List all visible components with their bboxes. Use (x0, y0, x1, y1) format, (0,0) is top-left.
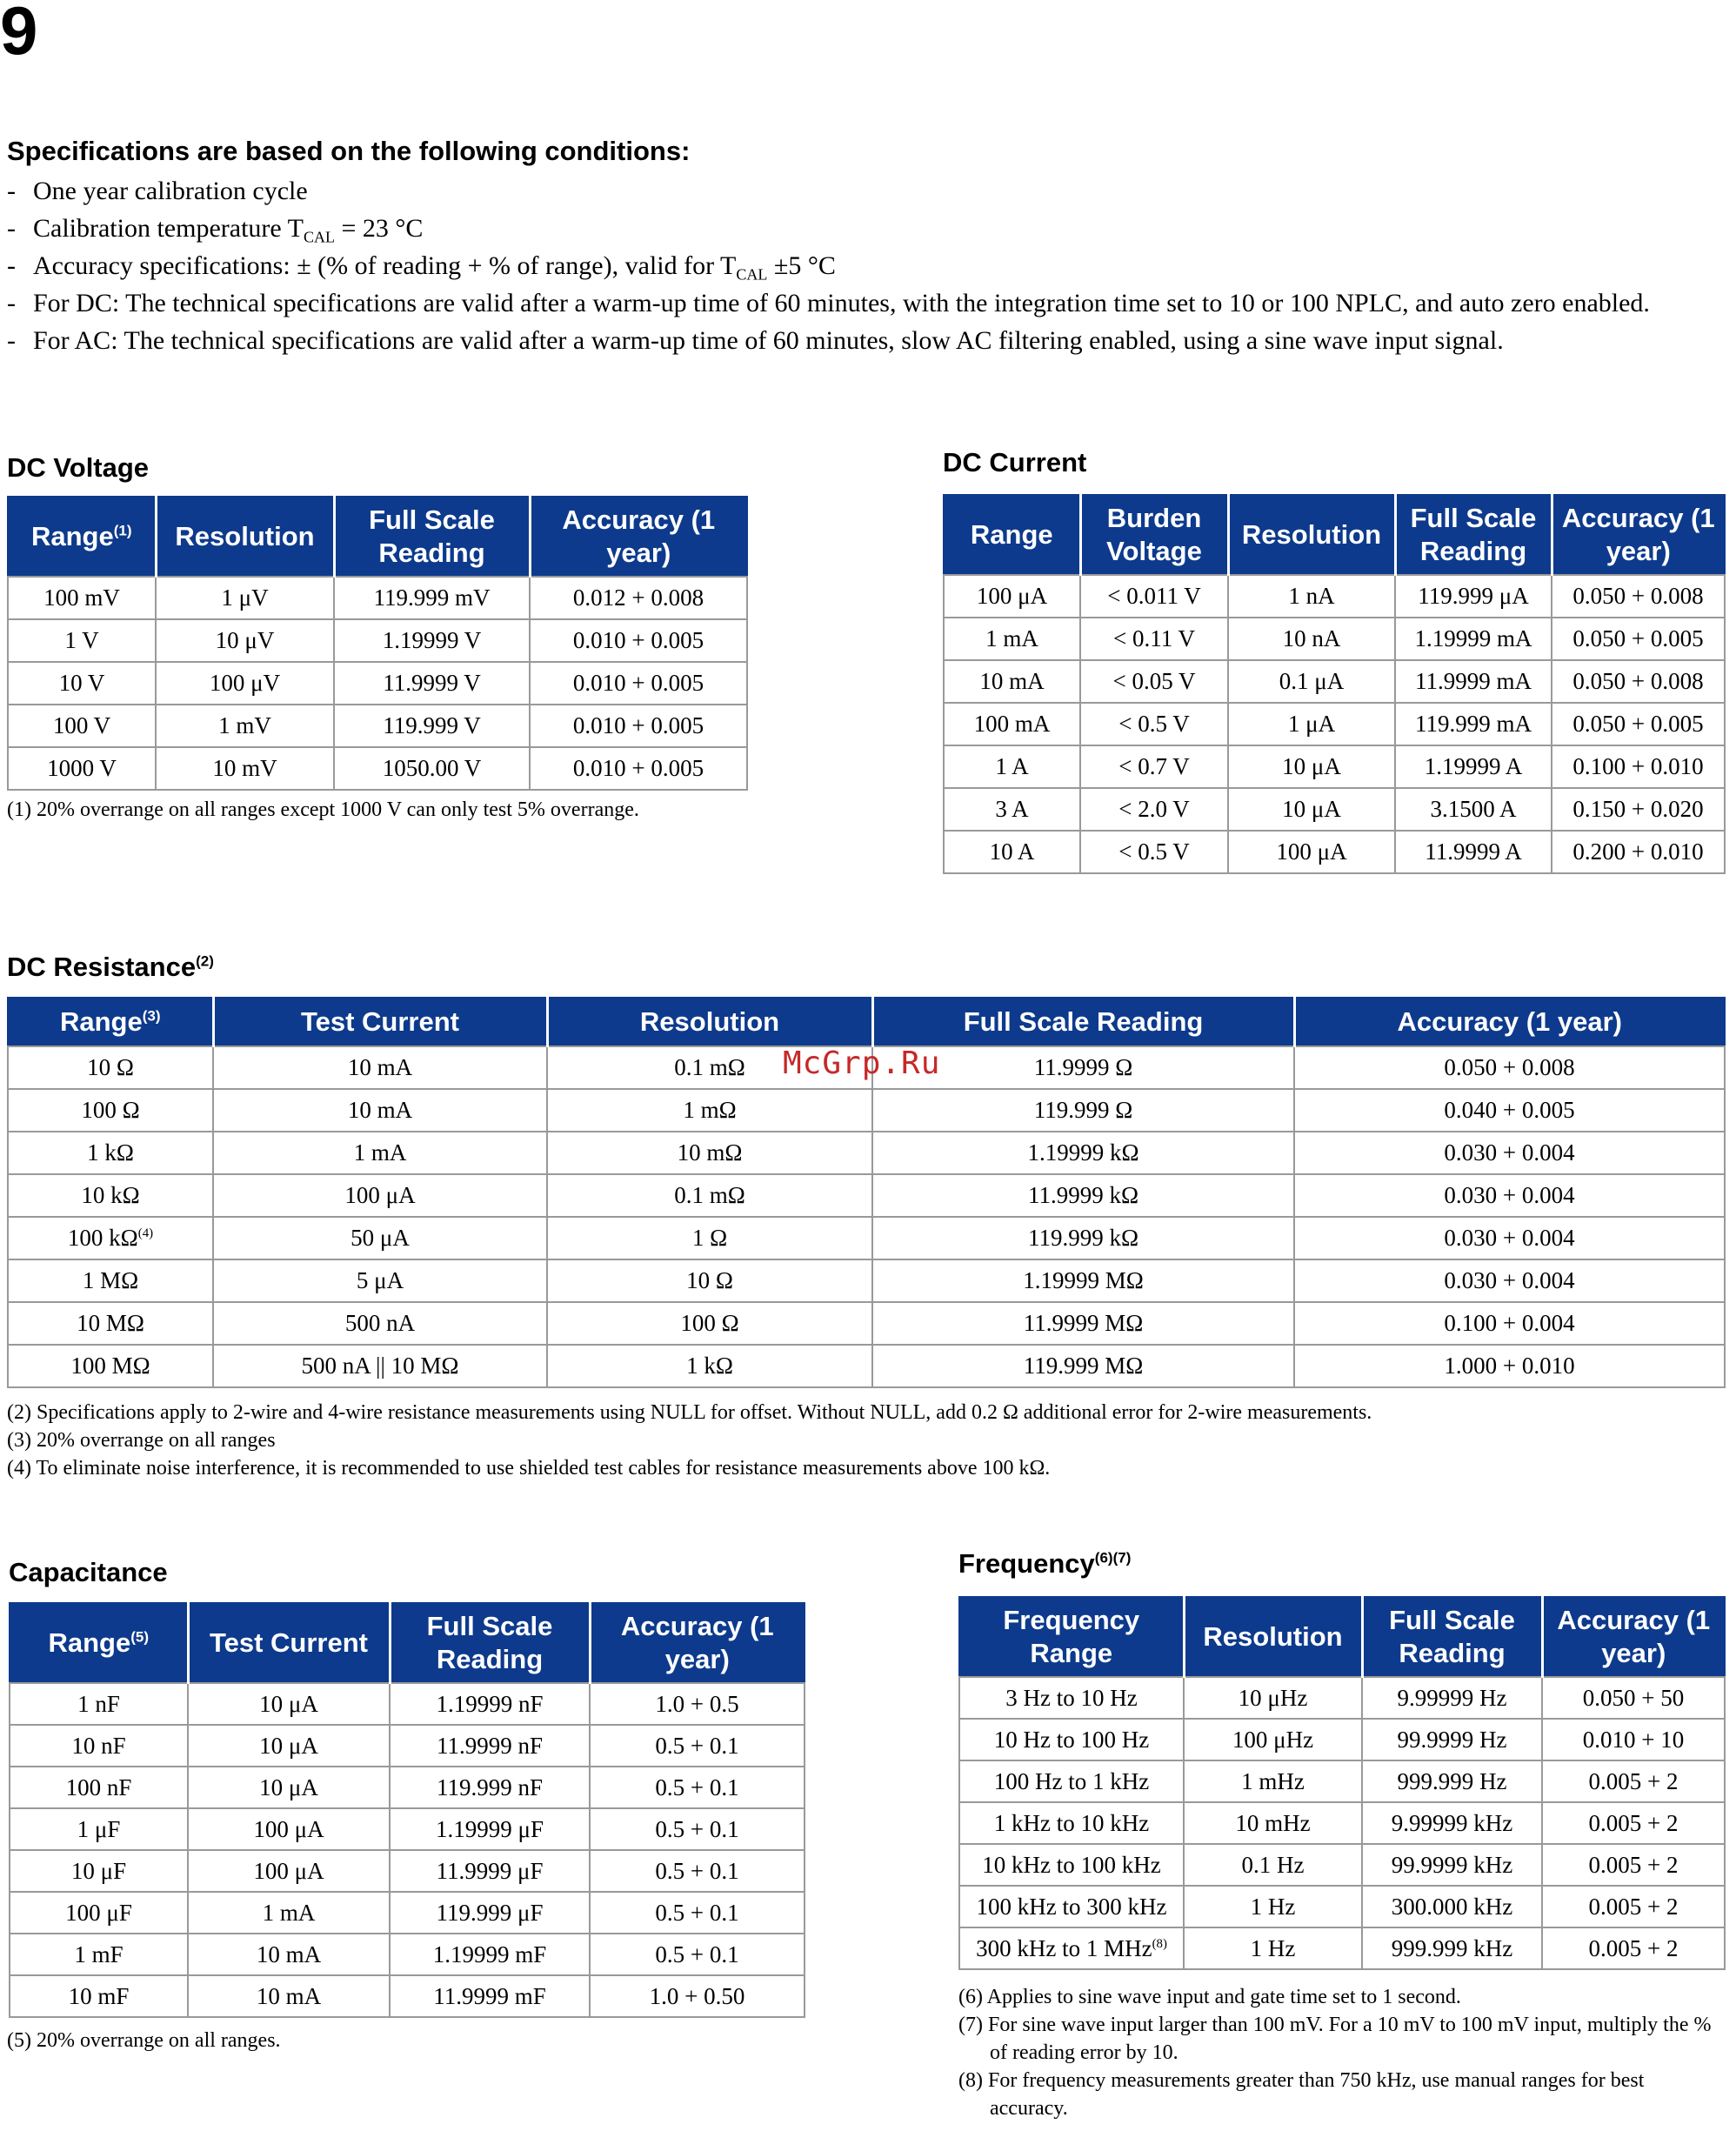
table-cell: 0.030 + 0.004 (1294, 1132, 1725, 1174)
table-cell: 100 kHz to 300 kHz (959, 1886, 1184, 1927)
table-cell: 1 MΩ (8, 1259, 213, 1302)
table-cell: 0.005 + 2 (1542, 1886, 1725, 1927)
table-cell: 119.999 mA (1395, 703, 1552, 745)
table-cell: 10 kHz to 100 kHz (959, 1844, 1184, 1886)
dc-current-title: DC Current (943, 447, 1087, 478)
table-cell: 0.050 + 0.008 (1552, 575, 1725, 618)
table-cell: 0.005 + 2 (1542, 1927, 1725, 1969)
table-cell: 10 nA (1228, 618, 1395, 660)
table-cell: 1.19999 V (334, 619, 530, 662)
conditions-heading: Specifications are based on the following conditions: (7, 136, 691, 166)
table-cell: 11.9999 mA (1395, 660, 1552, 703)
table-cell: 1 nA (1228, 575, 1395, 618)
footnote: (7) For sine wave input larger than 100 mV. For a 10 mV to 100 mV input, multiply the % of reading error by 10. (958, 2014, 1712, 2064)
table-cell: 0.030 + 0.004 (1294, 1217, 1725, 1259)
table-cell: 3 Hz to 10 Hz (959, 1677, 1184, 1719)
table-cell: 1 A (944, 745, 1080, 788)
table-cell: 1 μA (1228, 703, 1395, 745)
table-cell: 10 μA (188, 1725, 390, 1767)
table-cell: 11.9999 kΩ (872, 1174, 1294, 1217)
table-cell: 0.030 + 0.004 (1294, 1259, 1725, 1302)
table-cell: 100 Hz to 1 kHz (959, 1760, 1184, 1802)
dc-voltage-row (8, 577, 747, 619)
frequency-header-accuracy: Accuracy (1 year) (1542, 1597, 1725, 1677)
table-cell: 119.999 μF (390, 1892, 590, 1934)
table-cell: 100 $k\Omega^{(4)}$ (8, 1217, 213, 1259)
capacitance-table (9, 1602, 805, 2018)
dc-resistance-title: DC Resistance$^{(2)}$ (7, 952, 214, 982)
table-cell: 1 mHz (1184, 1760, 1362, 1802)
table-cell: 119.999 Ω (872, 1089, 1294, 1132)
table-cell: 100 Ω (8, 1089, 213, 1132)
table-cell: 119.999 kΩ (872, 1217, 1294, 1259)
table-cell: 0.010 + 10 (1542, 1719, 1725, 1760)
table-cell: 100 MΩ (8, 1345, 213, 1387)
table-cell: 99.9999 Hz (1362, 1719, 1542, 1760)
frequency-title: Frequency$^{(6)(7)}$ (958, 1548, 1132, 1579)
table-cell: 9.99999 Hz (1362, 1677, 1542, 1719)
table-cell: 10 μA (188, 1767, 390, 1808)
table-cell: 0.010 + 0.005 (530, 747, 747, 790)
table-cell: 3.1500 A (1395, 788, 1552, 831)
dc-voltage-row (8, 705, 747, 747)
footnote: (6) Applies to sine wave input and gate time set to 1 second. (958, 1986, 1461, 2008)
table-cell: 0.050 + 0.008 (1294, 1046, 1725, 1089)
table-cell: 11.9999 mF (390, 1975, 590, 2017)
footnote: (4) To eliminate noise interference, it is recommended to use shielded test cables for resistance measurements above 100 kΩ. (7, 1457, 1051, 1480)
table-cell: 11.9999 A (1395, 831, 1552, 873)
table-cell: 10 Hz to 100 Hz (959, 1719, 1184, 1760)
table-cell: 1 kΩ (8, 1132, 213, 1174)
table-cell: 0.005 + 2 (1542, 1802, 1725, 1844)
dc-current-header-accuracy: Accuracy (1 year) (1552, 495, 1725, 575)
table-cell: 99.9999 kHz (1362, 1844, 1542, 1886)
capacitance-row (10, 1850, 805, 1892)
table-cell: 0.100 + 0.010 (1552, 745, 1725, 788)
table-cell: 999.999 kHz (1362, 1927, 1542, 1969)
dc-current-header-full-scale: Full Scale Reading (1395, 495, 1552, 575)
conditions-list (7, 172, 1712, 359)
table-cell: 100 μA (1228, 831, 1395, 873)
capacitance-row (10, 1767, 805, 1808)
table-cell: 0.5 + 0.1 (590, 1850, 805, 1892)
table-cell: 300 kHz to 1 MHz$^{(8)}$ (959, 1927, 1184, 1969)
watermark: McGrp.Ru (783, 1045, 941, 1081)
table-cell: 0.050 + 0.005 (1552, 618, 1725, 660)
dc-resistance-header-accuracy: Accuracy (1 year) (1294, 998, 1725, 1046)
table-cell: 1.19999 kΩ (872, 1132, 1294, 1174)
table-cell: 1 μF (10, 1808, 188, 1850)
table-cell: 100 μA (213, 1174, 547, 1217)
table-cell: 1.0 + 0.5 (590, 1683, 805, 1725)
table-cell: 0.5 + 0.1 (590, 1934, 805, 1975)
table-cell: 11.9999 Ω (872, 1046, 1294, 1089)
frequency-row (959, 1927, 1725, 1969)
table-cell: 100 V (8, 705, 156, 747)
dc-current-row (944, 575, 1725, 618)
frequency-header-full-scale: Full Scale Reading (1362, 1597, 1542, 1677)
dc-resistance-header-test-current: Test Current (213, 998, 547, 1046)
table-cell: 0.010 + 0.005 (530, 662, 747, 705)
table-cell: 1 mA (188, 1892, 390, 1934)
table-cell: 1 mF (10, 1934, 188, 1975)
table-cell: 1050.00 V (334, 747, 530, 790)
table-cell: 1 μV (156, 577, 334, 619)
table-cell: 10 kΩ (8, 1174, 213, 1217)
table-cell: 10 μA (1228, 788, 1395, 831)
table-cell: 11.9999 nF (390, 1725, 590, 1767)
table-cell: 0.5 + 0.1 (590, 1725, 805, 1767)
table-cell: < 0.011 V (1080, 575, 1228, 618)
table-cell: 119.999 nF (390, 1767, 590, 1808)
frequency-row (959, 1886, 1725, 1927)
footnote: (3) 20% overrange on all ranges (7, 1429, 276, 1452)
footnote: (5) 20% overrange on all ranges. (7, 2029, 281, 2052)
footnote: (1) 20% overrange on all ranges except 1000 V can only test 5% overrange. (7, 798, 639, 821)
dc-resistance-row (8, 1089, 1725, 1132)
table-cell: 999.999 Hz (1362, 1760, 1542, 1802)
capacitance-header-test-current: Test Current (188, 1603, 390, 1683)
table-cell: 10 μA (1228, 745, 1395, 788)
table-cell: 0.200 + 0.010 (1552, 831, 1725, 873)
table-cell: 11.9999 V (334, 662, 530, 705)
table-cell: < 0.5 V (1080, 831, 1228, 873)
table-cell: 10 V (8, 662, 156, 705)
table-cell: 0.1 Hz (1184, 1844, 1362, 1886)
table-cell: 1 Hz (1184, 1927, 1362, 1969)
dc-resistance-row (8, 1174, 1725, 1217)
table-cell: 10 μA (188, 1683, 390, 1725)
table-cell: 0.012 + 0.008 (530, 577, 747, 619)
frequency-header-resolution: Resolution (1184, 1597, 1362, 1677)
table-cell: < 0.7 V (1080, 745, 1228, 788)
dc-voltage-header-resolution: Resolution (156, 497, 334, 577)
condition-item: - One year calibration cycle (7, 177, 308, 205)
table-cell: 1 Ω (547, 1217, 872, 1259)
table-cell: 0.010 + 0.005 (530, 619, 747, 662)
table-cell: 0.005 + 2 (1542, 1844, 1725, 1886)
dc-resistance-row (8, 1217, 1725, 1259)
table-cell: 0.030 + 0.004 (1294, 1174, 1725, 1217)
frequency-row (959, 1719, 1725, 1760)
dc-voltage-table (7, 496, 748, 791)
dc-voltage-row (8, 662, 747, 705)
table-cell: 100 μHz (1184, 1719, 1362, 1760)
table-cell: 10 μV (156, 619, 334, 662)
table-cell: 5 μA (213, 1259, 547, 1302)
table-cell: 0.040 + 0.005 (1294, 1089, 1725, 1132)
table-cell: 100 μA (944, 575, 1080, 618)
table-cell: 10 mA (188, 1975, 390, 2017)
frequency-table (958, 1596, 1726, 1970)
table-cell: 1 kΩ (547, 1345, 872, 1387)
capacitance-title: Capacitance (9, 1557, 168, 1587)
dc-current-header-resolution: Resolution (1228, 495, 1395, 575)
table-cell: 10 μF (10, 1850, 188, 1892)
table-cell: < 0.11 V (1080, 618, 1228, 660)
table-cell: 0.100 + 0.004 (1294, 1302, 1725, 1345)
table-cell: 500 nA || 10 MΩ (213, 1345, 547, 1387)
table-cell: 1 V (8, 619, 156, 662)
capacitance-row (10, 1725, 805, 1767)
table-cell: 0.5 + 0.1 (590, 1892, 805, 1934)
table-cell: 1.19999 mA (1395, 618, 1552, 660)
dc-resistance-footnotes (7, 1399, 1724, 1482)
table-cell: < 0.5 V (1080, 703, 1228, 745)
table-cell: 0.050 + 0.005 (1552, 703, 1725, 745)
table-cell: < 0.05 V (1080, 660, 1228, 703)
table-cell: 0.1 μA (1228, 660, 1395, 703)
table-cell: 10 μHz (1184, 1677, 1362, 1719)
table-cell: 500 nA (213, 1302, 547, 1345)
table-cell: 1 Hz (1184, 1886, 1362, 1927)
dc-current-row (944, 831, 1725, 873)
dc-voltage-footnotes (7, 796, 746, 824)
table-cell: 0.1 mΩ (547, 1174, 872, 1217)
table-cell: 11.9999 MΩ (872, 1302, 1294, 1345)
table-cell: 1.000 + 0.010 (1294, 1345, 1725, 1387)
dc-resistance-row (8, 1345, 1725, 1387)
capacitance-header-accuracy: Accuracy (1 year) (590, 1603, 805, 1683)
table-cell: 100 μA (188, 1850, 390, 1892)
dc-current-row (944, 745, 1725, 788)
table-cell: 100 nF (10, 1767, 188, 1808)
capacitance-footnotes (7, 2027, 802, 2054)
table-cell: 0.5 + 0.1 (590, 1767, 805, 1808)
table-cell: 0.050 + 0.008 (1552, 660, 1725, 703)
table-cell: 1.19999 mF (390, 1934, 590, 1975)
table-cell: 1.0 + 0.50 (590, 1975, 805, 2017)
table-cell: 0.005 + 2 (1542, 1760, 1725, 1802)
dc-voltage-header-accuracy: Accuracy (1 year) (530, 497, 747, 577)
table-cell: 300.000 kHz (1362, 1886, 1542, 1927)
capacitance-row (10, 1975, 805, 2017)
condition-item: - For DC: The technical specifications are valid after a warm-up time of 60 minutes, with the integration time set to 10 or 100 NPLC, and auto zero enabled. (7, 289, 1650, 317)
table-cell: 11.9999 μF (390, 1850, 590, 1892)
table-cell: 1.19999 MΩ (872, 1259, 1294, 1302)
table-cell: 10 MΩ (8, 1302, 213, 1345)
table-cell: 0.5 + 0.1 (590, 1808, 805, 1850)
table-cell: 100 μV (156, 662, 334, 705)
frequency-row (959, 1677, 1725, 1719)
table-cell: 100 Ω (547, 1302, 872, 1345)
table-cell: 1 mV (156, 705, 334, 747)
page-number: 9 (0, 0, 38, 69)
condition-item: - Calibration temperature $T_{CAL} = 23$ °C (7, 214, 424, 246)
table-cell: 100 mV (8, 577, 156, 619)
footnote: (2) Specifications apply to 2-wire and 4-wire resistance measurements using NULL for offset. Without NULL, add 0.2 Ω additional error for 2-wire measurements. (7, 1401, 1372, 1424)
table-cell: 10 mA (944, 660, 1080, 703)
table-cell: 1 nF (10, 1683, 188, 1725)
capacitance-row (10, 1808, 805, 1850)
capacitance-row (10, 1892, 805, 1934)
condition-item: - Accuracy specifications: ± (% of reading + % of range), valid for $T_{CAL} \pm 5$ °C (7, 251, 836, 284)
dc-resistance-row (8, 1259, 1725, 1302)
dc-resistance-row (8, 1302, 1725, 1345)
table-cell: 1.19999 μF (390, 1808, 590, 1850)
table-cell: 1.19999 nF (390, 1683, 590, 1725)
dc-current-row (944, 703, 1725, 745)
table-cell: 10 Ω (8, 1046, 213, 1089)
table-cell: 0.150 + 0.020 (1552, 788, 1725, 831)
dc-resistance-header-resolution: Resolution (547, 998, 872, 1046)
table-cell: 0.050 + 50 (1542, 1677, 1725, 1719)
table-cell: 9.99999 kHz (1362, 1802, 1542, 1844)
table-cell: 100 mA (944, 703, 1080, 745)
table-cell: 10 A (944, 831, 1080, 873)
capacitance-header-range: Range$^{(5)}$ (10, 1603, 188, 1683)
dc-voltage-header-range: Range$^{(1)}$ (8, 497, 156, 577)
table-cell: 10 mHz (1184, 1802, 1362, 1844)
dc-voltage-row (8, 747, 747, 790)
dc-voltage-title: DC Voltage (7, 452, 150, 483)
frequency-header-range: Frequency Range (959, 1597, 1184, 1677)
table-cell: 1 mA (944, 618, 1080, 660)
dc-current-row (944, 660, 1725, 703)
table-cell: 119.999 MΩ (872, 1345, 1294, 1387)
frequency-row (959, 1802, 1725, 1844)
table-cell: 3 A (944, 788, 1080, 831)
table-cell: 0.1 mΩ (547, 1046, 872, 1089)
table-cell: 100 μF (10, 1892, 188, 1934)
table-cell: 10 mV (156, 747, 334, 790)
capacitance-row (10, 1683, 805, 1725)
table-cell: 10 mA (188, 1934, 390, 1975)
table-cell: 50 μA (213, 1217, 547, 1259)
table-cell: 1 mA (213, 1132, 547, 1174)
table-cell: 10 nF (10, 1725, 188, 1767)
table-cell: 0.010 + 0.005 (530, 705, 747, 747)
frequency-row (959, 1760, 1725, 1802)
capacitance-row (10, 1934, 805, 1975)
frequency-footnotes (958, 1983, 1724, 2122)
dc-voltage-row (8, 619, 747, 662)
dc-voltage-header-full-scale: Full Scale Reading (334, 497, 530, 577)
dc-resistance-header-full-scale: Full Scale Reading (872, 998, 1294, 1046)
table-cell: 100 μA (188, 1808, 390, 1850)
table-cell: 10 mA (213, 1089, 547, 1132)
table-cell: 10 mΩ (547, 1132, 872, 1174)
table-cell: 119.999 mV (334, 577, 530, 619)
dc-current-row (944, 618, 1725, 660)
dc-current-header-range: Range (944, 495, 1080, 575)
dc-current-table (943, 494, 1726, 874)
dc-resistance-row (8, 1132, 1725, 1174)
table-cell: 10 Ω (547, 1259, 872, 1302)
table-cell: < 2.0 V (1080, 788, 1228, 831)
footnote: (8) For frequency measurements greater than 750 kHz, use manual ranges for best accuracy. (958, 2069, 1645, 2120)
table-cell: 1000 V (8, 747, 156, 790)
dc-resistance-header-range: Range$^{(3)}$ (8, 998, 213, 1046)
table-cell: 119.999 μA (1395, 575, 1552, 618)
capacitance-header-full-scale: Full Scale Reading (390, 1603, 590, 1683)
table-cell: 1 kHz to 10 kHz (959, 1802, 1184, 1844)
table-cell: 10 mF (10, 1975, 188, 2017)
table-cell: 1 mΩ (547, 1089, 872, 1132)
table-cell: 10 mA (213, 1046, 547, 1089)
dc-current-row (944, 788, 1725, 831)
dc-current-header-burden: Burden Voltage (1080, 495, 1228, 575)
condition-item: - For AC: The technical specifications are valid after a warm-up time of 60 minutes, slow AC filtering enabled, using a sine wave input signal. (7, 326, 1504, 355)
table-cell: 1.19999 A (1395, 745, 1552, 788)
frequency-row (959, 1844, 1725, 1886)
table-cell: 119.999 V (334, 705, 530, 747)
